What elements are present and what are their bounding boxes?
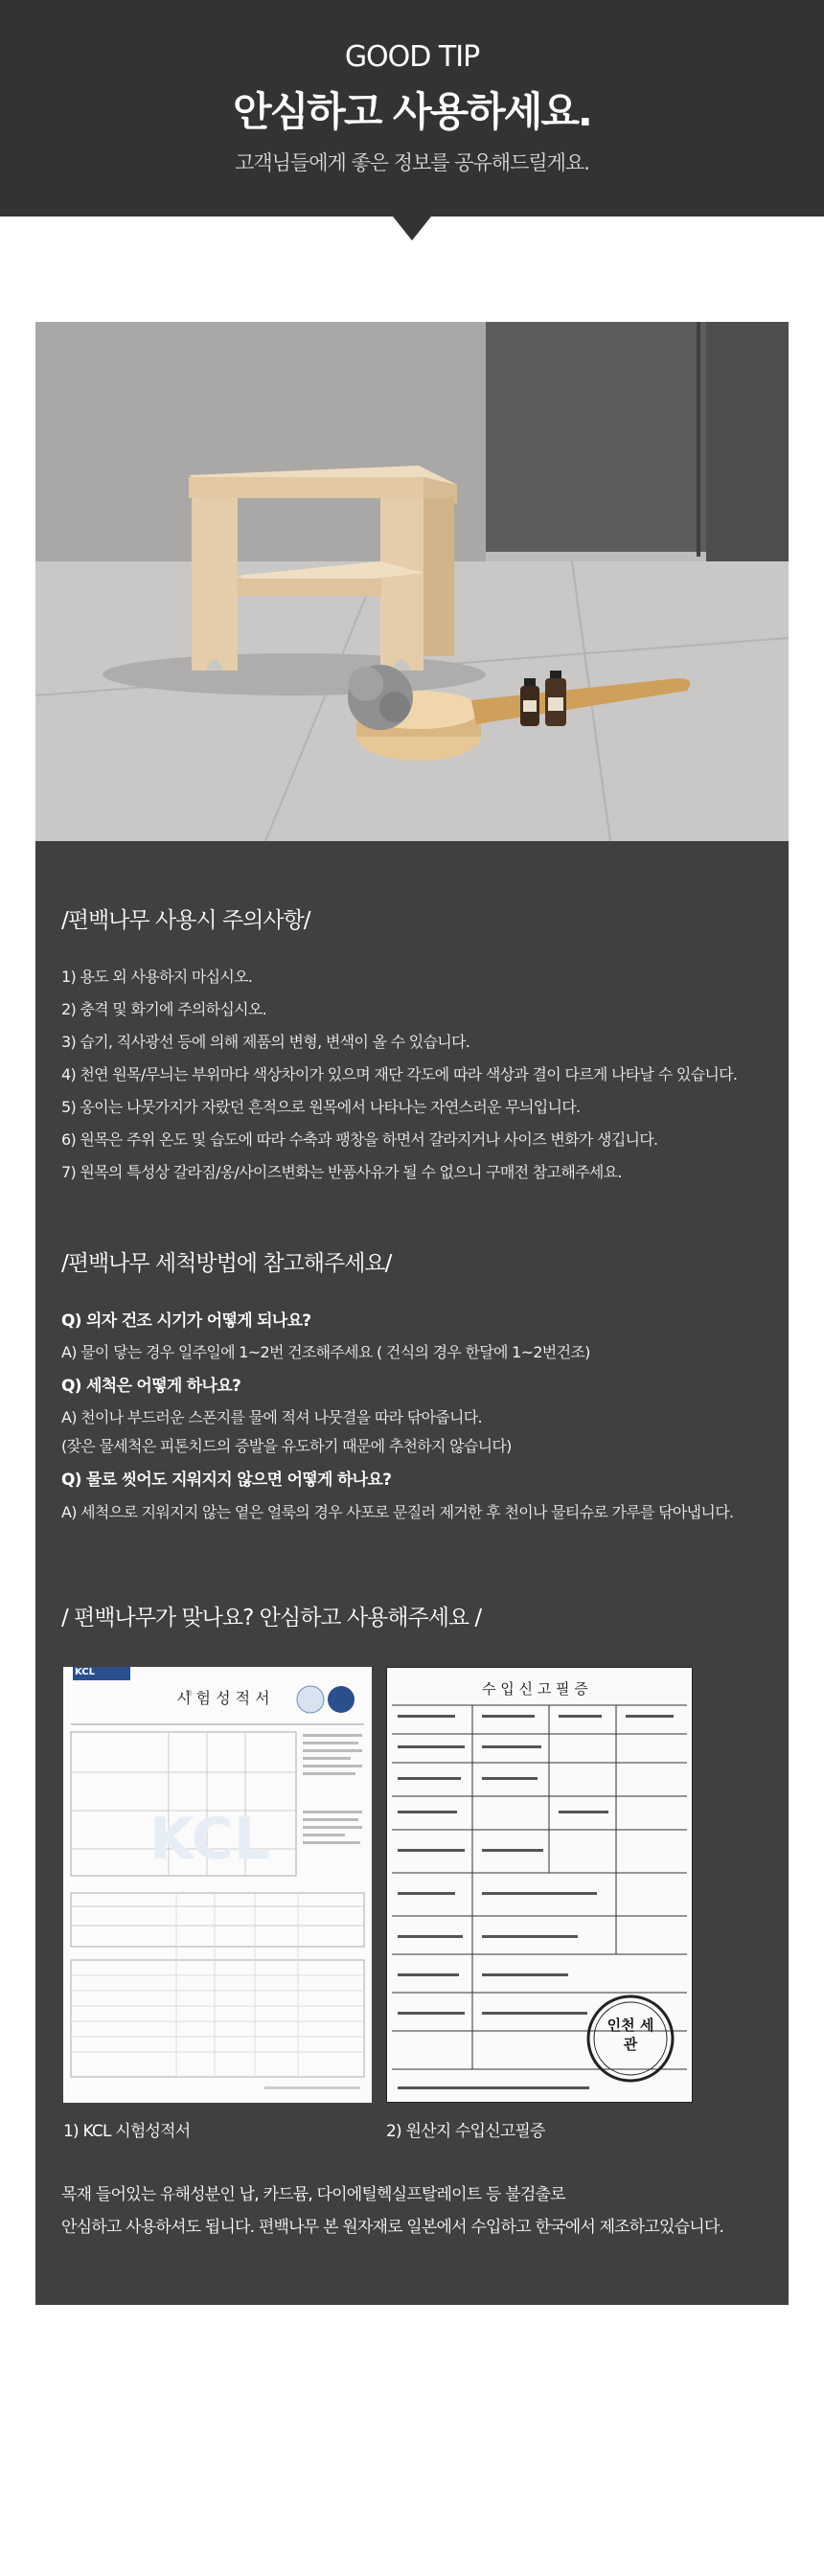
svg-text:KCL: KCL bbox=[149, 1806, 271, 1873]
tip-header bbox=[0, 0, 824, 217]
header-pointer bbox=[393, 217, 431, 240]
header-headline: 안심하고 사용하세요. bbox=[233, 88, 591, 135]
precaution-item: 4) 천연 원목/무늬는 부위마다 색상차이가 있으며 재단 각도에 따라 색상과 결이 다르게 나타날 수 있습니다. bbox=[61, 1065, 738, 1083]
precaution-item: 1) 용도 외 사용하지 마십시오. bbox=[61, 968, 253, 986]
import-declaration-image bbox=[386, 1667, 693, 2103]
import-document-title: 수 입 신 고 필 증 bbox=[482, 1680, 588, 1698]
precaution-item: 2) 충격 및 화기에 주의하십시오. bbox=[61, 1000, 267, 1018]
header-eyebrow: GOOD TIP bbox=[344, 40, 480, 74]
kcl-test-report-image bbox=[63, 1667, 372, 2103]
customs-stamp: 인천 세관 bbox=[607, 2017, 654, 2053]
cleaning-question: Q) 물로 씻어도 지워지지 않으면 어떻게 하나요? bbox=[61, 1470, 392, 1490]
precaution-item: 7) 원목의 특성상 갈라짐/옹/사이즈변화는 반품사유가 될 수 없으니 구매전 참고해주세요. bbox=[61, 1163, 622, 1181]
safety-note-line: 안심하고 사용하셔도 됩니다. 편백나무 본 원자재로 일본에서 수입하고 한국에서 제조하고있습니다. bbox=[61, 2218, 724, 2237]
precautions-title: /편백나무 사용시 주의사항/ bbox=[61, 908, 310, 933]
kcl-document-title: 시 험 성 적 서 bbox=[176, 1689, 270, 1707]
header-subtitle: 고객님들에게 좋은 정보를 공유해드릴게요. bbox=[235, 151, 589, 174]
precaution-item: 6) 원목은 주위 온도 및 습도에 따라 수축과 팽창을 하면서 갈라지거나 사이즈 변화가 생깁니다. bbox=[61, 1130, 658, 1149]
precaution-item: 3) 습기, 직사광선 등에 의해 제품의 변형, 변색이 올 수 있습니다. bbox=[61, 1033, 470, 1051]
cleaning-question: Q) 의자 건조 시기가 어떻게 되나요? bbox=[61, 1311, 311, 1331]
cleaning-question: Q) 세척은 어떻게 하나요? bbox=[61, 1377, 241, 1396]
info-panel bbox=[35, 841, 789, 2305]
cleaning-answer: (잦은 물세척은 피톤치드의 증발을 유도하기 때문에 추천하지 않습니다) bbox=[61, 1437, 512, 1455]
certificates-title: / 편백나무가 맞나요? 안심하고 사용해주세요 / bbox=[61, 1606, 482, 1630]
import-caption: 2) 원산지 수입신고필증 bbox=[386, 2122, 545, 2141]
kcl-logo: KCL bbox=[75, 1667, 96, 1677]
cleaning-answer: A) 천이나 부드러운 스폰지를 물에 적셔 나뭇결을 따라 닦아줍니다. bbox=[61, 1408, 482, 1426]
cleaning-title: /편백나무 세척방법에 참고해주세요/ bbox=[61, 1251, 392, 1276]
cleaning-answer: A) 세척으로 지워지지 않는 옅은 얼룩의 경우 사포로 문질러 제거한 후 천이나 물티슈로 가루를 닦아냅니다. bbox=[61, 1503, 734, 1521]
precaution-item: 5) 옹이는 나뭇가지가 자랐던 흔적으로 원목에서 나타나는 자연스러운 무늬입니다. bbox=[61, 1098, 581, 1116]
cleaning-answer: A) 물이 닿는 경우 일주일에 1~2번 건조해주세요 ( 건식의 경우 한달에 1~2번건조) bbox=[61, 1343, 590, 1361]
product-photo bbox=[35, 322, 789, 841]
kcl-caption: 1) KCL 시험성적서 bbox=[63, 2122, 191, 2141]
safety-note-line: 목재 들어있는 유해성분인 납, 카드뮴, 다이에틸헥실프탈레이트 등 불검출로 bbox=[61, 2185, 565, 2204]
